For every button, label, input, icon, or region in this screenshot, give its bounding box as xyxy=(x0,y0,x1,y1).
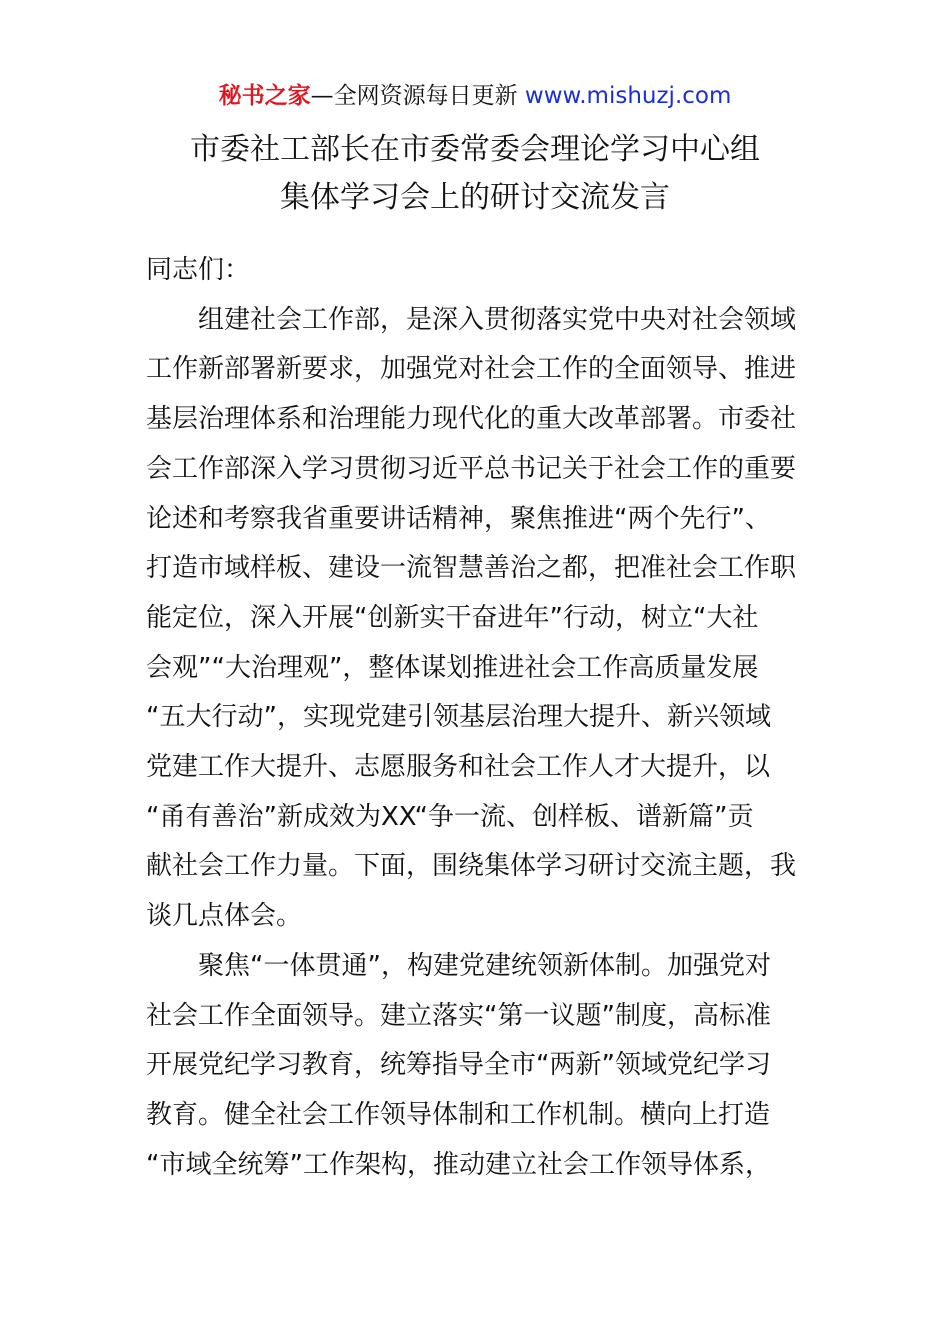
paragraph-line: 能定位，深入开展“创新实干奋进年”行动，树立“大社 xyxy=(146,602,759,633)
document-title xyxy=(0,126,950,222)
paragraph-line: 会工作部深入学习贯彻习近平总书记关于社会工作的重要 xyxy=(146,453,797,484)
paragraph-line: 谈几点体会。 xyxy=(146,901,303,932)
title-line-1: 市委社工部长在市委常委会理论学习中心组 xyxy=(190,132,760,167)
paragraph-line: 组建社会工作部，是深入贯彻落实党中央对社会领域 xyxy=(198,304,797,335)
paragraph-1 xyxy=(146,296,808,942)
paragraph-2 xyxy=(146,942,808,1191)
paragraph-line: 基层治理体系和治理能力现代化的重大改革部署。市委社 xyxy=(146,404,797,435)
site-tagline: —全网资源每日更新 xyxy=(310,83,525,109)
site-url: www.mishuzj.com xyxy=(524,83,732,109)
site-brand-name: 秘书之家 xyxy=(218,83,311,109)
document-body xyxy=(146,246,808,1190)
paragraph-line: 党建工作大提升、志愿服务和社会工作人才大提升，以 xyxy=(146,752,771,783)
paragraph-line: 献社会工作力量。下面，围绕集体学习研讨交流主题，我 xyxy=(146,851,797,882)
title-line-2: 集体学习会上的研讨交流发言 xyxy=(280,180,670,215)
site-header xyxy=(0,80,950,112)
paragraph-line: 论述和考察我省重要讲话精神，聚焦推进“两个先行”、 xyxy=(146,503,771,534)
paragraph-line: “甬有善治”新成效为XX“争一流、创样板、谱新篇”贡 xyxy=(146,801,754,832)
salutation: 同志们： xyxy=(146,255,251,285)
paragraph-line: “五大行动”，实现党建引领基层治理大提升、新兴领域 xyxy=(146,702,771,733)
paragraph-line: 会观”“大治理观”，整体谋划推进社会工作高质量发展 xyxy=(146,652,759,683)
paragraph-line: 工作新部署新要求，加强党对社会工作的全面领导、推进 xyxy=(146,354,797,385)
paragraph-line: 社会工作全面领导。建立落实“第一议题”制度，高标准 xyxy=(146,1000,771,1031)
paragraph-line: 打造市域样板、建设一流智慧善治之都，把准社会工作职 xyxy=(146,553,797,584)
paragraph-line: “市域全统筹”工作架构，推动建立社会工作领导体系， xyxy=(146,1149,771,1180)
paragraph-line: 开展党纪学习教育，统筹指导全市“两新”领域党纪学习 xyxy=(146,1050,771,1081)
paragraph-line: 聚焦“一体贯通”，构建党建统领新体制。加强党对 xyxy=(198,950,771,981)
paragraph-line: 教育。健全社会工作领导体制和工作机制。横向上打造 xyxy=(146,1099,771,1130)
